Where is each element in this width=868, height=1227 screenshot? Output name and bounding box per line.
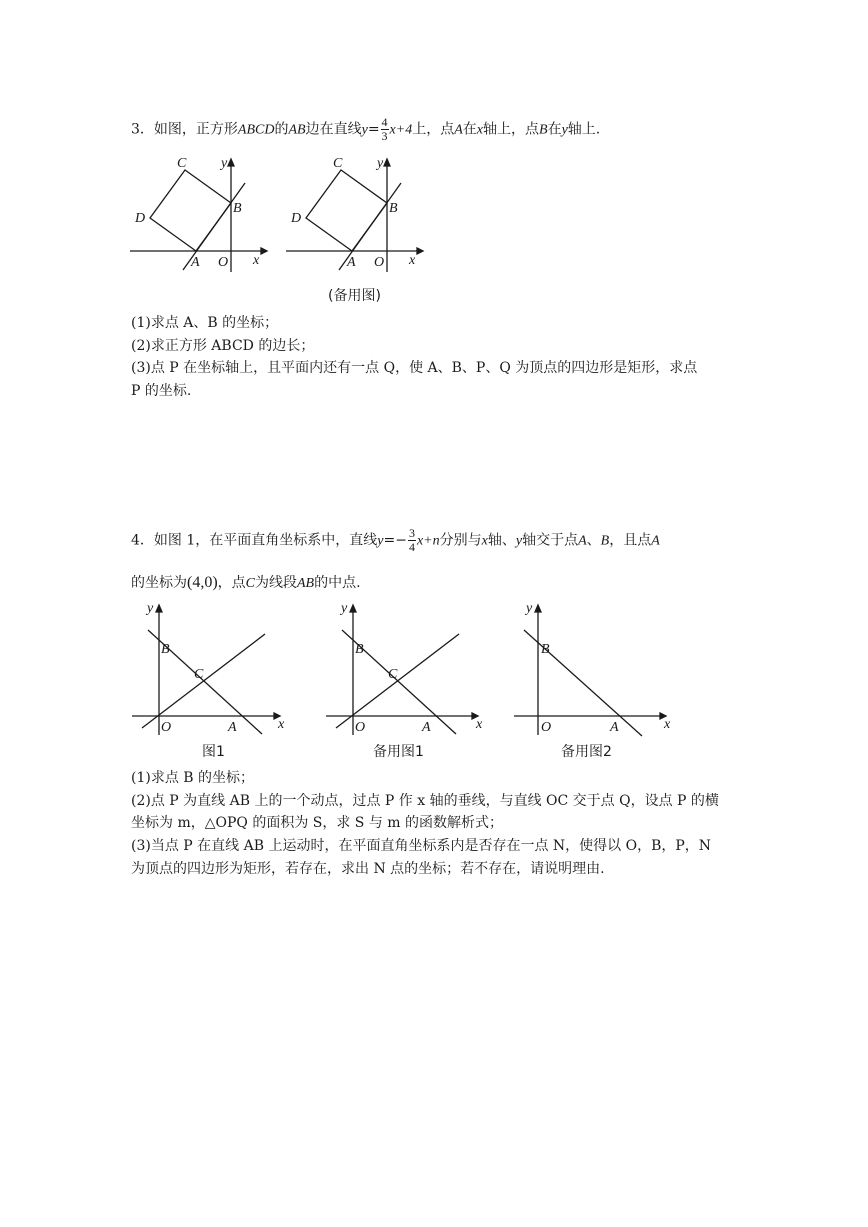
problem-4-question-2-line-2: 坐标为 m，△OPQ 的面积为 S，求 S 与 m 的函数解析式；: [131, 815, 504, 831]
fraction-4-3: $\frac{4}{3}$: [381, 115, 388, 143]
label-x: x: [409, 253, 416, 268]
label-o: O: [161, 720, 172, 735]
label-o: O: [355, 720, 366, 735]
problem-3-question-3-line-2: P 的坐标.: [131, 383, 192, 399]
label-c: C: [194, 667, 204, 682]
problem-4-spare-figure-1: [322, 600, 487, 740]
y-axis-arrow: [384, 159, 390, 166]
figure-1-caption: 图1: [202, 744, 225, 760]
y-axis-arrow: [156, 605, 162, 612]
label-x: x: [476, 717, 483, 732]
label-y: y: [526, 601, 533, 616]
label-y: y: [147, 601, 154, 616]
label-a: A: [422, 720, 431, 735]
problem-3-question-1: (1)求点 A、B 的坐标；: [131, 315, 279, 331]
problem-3-question-3-line-1: (3)点 P 在坐标轴上，且平面内还有一点 Q，使 A、B、P、Q 为顶点的四边形是矩形，求点: [131, 360, 698, 376]
x-axis-arrow: [261, 248, 267, 254]
y-axis-arrow: [535, 605, 541, 612]
label-b: B: [389, 201, 398, 216]
spare-figure-2-caption: 备用图2: [561, 744, 612, 760]
fraction-3-4: $\frac{3}{4}$: [408, 526, 415, 554]
x-axis-arrow: [417, 248, 423, 254]
problem-4-question-3-line-1: (3)当点 P 在直线 AB 上运动时，在平面直角坐标系内是否存在一点 N，使得以 O，B，P，N: [131, 838, 712, 854]
problem-4-question-3-line-2: 为顶点的四边形为矩形，若存在，求出 N 点的坐标；若不存在，请说明理由.: [131, 861, 605, 877]
label-x: x: [253, 253, 260, 268]
problem-number: 3．: [131, 121, 154, 138]
label-d: D: [291, 211, 302, 226]
label-a: A: [347, 255, 356, 270]
label-d: D: [135, 211, 146, 226]
label-x: x: [278, 717, 285, 732]
label-c: C: [388, 667, 398, 682]
label-y: y: [221, 156, 228, 171]
label-a: A: [610, 720, 619, 735]
label-o: O: [541, 720, 552, 735]
label-x: x: [664, 717, 671, 732]
problem-4-statement-line-2: 的坐标为(4,0)，点C为线段AB的中点.: [131, 574, 361, 591]
spare-figure-1-caption: 备用图1: [373, 744, 424, 760]
label-b: B: [541, 642, 550, 657]
y-axis-arrow: [228, 159, 234, 166]
problem-4-question-2-line-1: (2)点 P 为直线 AB 上的一个动点，过点 P 作 x 轴的垂线，与直线 OC 交于点 Q，设点 P 的横: [131, 793, 719, 809]
label-c: C: [177, 156, 187, 171]
label-o: O: [218, 255, 229, 270]
problem-4-statement: 4．如图 1，在平面直角坐标系中，直线y=− $\frac{3}{4}$ x+n分别与x轴、y轴交于点A、B，且点A: [131, 526, 660, 554]
problem-4-figure-1: [128, 600, 288, 740]
problem-4-question-1: (1)求点 B 的坐标；: [131, 770, 255, 786]
label-c: C: [333, 156, 343, 171]
square-abcd: [306, 170, 387, 251]
label-a: A: [191, 255, 200, 270]
label-b: B: [233, 201, 242, 216]
spare-figure-caption: (备用图): [328, 288, 381, 304]
label-y: y: [377, 156, 384, 171]
label-a: A: [228, 720, 237, 735]
label-o: O: [374, 255, 385, 270]
problem-3-figure: [125, 150, 270, 275]
problem-3-question-2: (2)求正方形 ABCD 的边长；: [131, 338, 315, 354]
y-axis-arrow: [350, 605, 356, 612]
problem-number: 4．: [131, 532, 154, 549]
label-y: y: [341, 601, 348, 616]
problem-3-statement: 3．如图，正方形ABCD的AB边在直线y= $\frac{4}{3}$ x+4上，点A在x轴上，点B在y轴上.: [131, 115, 601, 143]
label-b: B: [161, 642, 170, 657]
square-abcd: [150, 170, 231, 251]
label-b: B: [355, 642, 364, 657]
problem-4-spare-figure-2: [510, 600, 675, 740]
problem-3-spare-figure: [281, 150, 426, 275]
